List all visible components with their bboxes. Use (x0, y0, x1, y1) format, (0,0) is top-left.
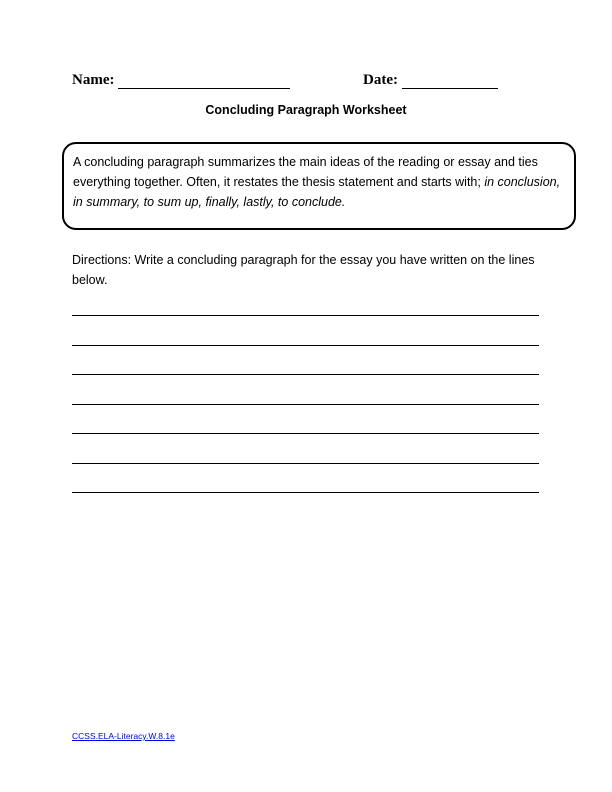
date-label: Date: (363, 72, 398, 88)
definition-text: A concluding paragraph summarizes the main ideas of the reading or essay and ties everything together. Often, it restates the thesis statement and starts with; (73, 155, 538, 189)
definition-examples: in conclusion, in summary, to sum up, finally, lastly, to conclude. (73, 175, 561, 209)
directions-text: Directions: Write a concluding paragraph for the essay you have written on the lines below. (72, 253, 535, 287)
name-field (72, 72, 290, 89)
writing-line[interactable] (72, 492, 539, 493)
date-blank-line[interactable] (402, 74, 498, 89)
standard-link[interactable]: CCSS.ELA-Literacy.W.8.1e (72, 731, 175, 741)
writing-line[interactable] (72, 404, 539, 405)
definition-box (62, 142, 576, 230)
worksheet-title: Concluding Paragraph Worksheet (205, 103, 407, 117)
writing-line[interactable] (72, 345, 539, 346)
name-label: Name: (72, 72, 115, 88)
writing-line[interactable] (72, 315, 539, 316)
writing-line[interactable] (72, 433, 539, 434)
writing-line[interactable] (72, 374, 539, 375)
date-field (363, 72, 498, 89)
writing-line[interactable] (72, 463, 539, 464)
name-blank-line[interactable] (118, 74, 290, 89)
